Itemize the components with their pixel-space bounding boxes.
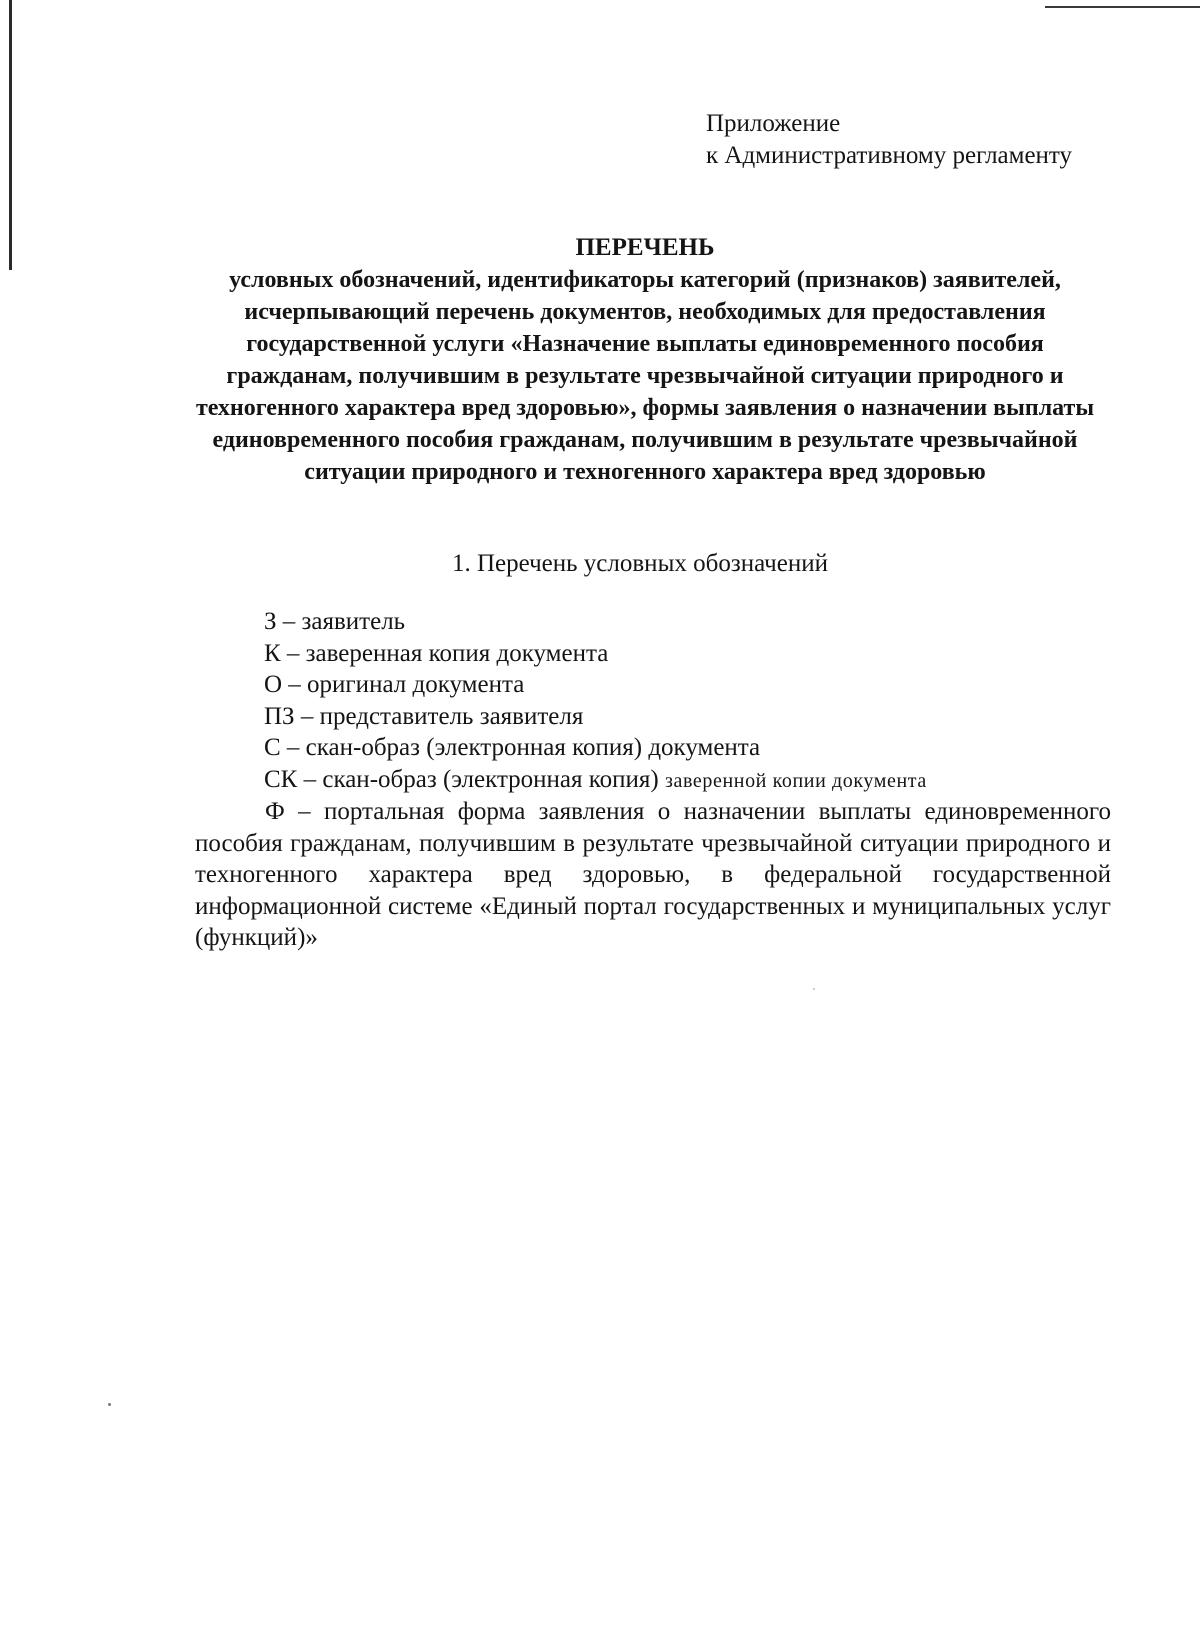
section-1-heading: 1. Перечень условных обозначений	[451, 550, 828, 577]
legend-item-scan: С – скан-образ (электронная копия) документа	[264, 734, 761, 761]
legend-item-scan-certified	[264, 764, 927, 798]
scan-speck	[108, 1403, 111, 1406]
legend-list	[264, 606, 927, 797]
title-subtitle: условных обозначений, идентификаторы категорий (признаков) заявителей, исчерпывающий перечень документов, необходимых для предоставления государственной услуги «Назначение выплаты единовременного пособия гражданам, получившим в результате чрезвычайной ситуации природного и техногенного характера вред здоровью», формы заявления о назначении выплаты единовременного пособия гражданам, получившим в результате чрезвычайной ситуации природного и техногенного характера вред здоровью	[195, 267, 1095, 485]
legend-item-portal-form: Ф – портальная форма заявления о назначении выплаты единовременного пособия гражданам, получившим в результате чрезвычайной ситуации природного и техногенного характера вред здоровью, в федеральной государственной информационной системе «Единый портал государственных и муниципальных услуг (функций)»	[195, 798, 1111, 951]
appendix-note	[706, 108, 1072, 172]
legend-item-representative: ПЗ – представитель заявителя	[264, 702, 584, 730]
document-title	[195, 232, 1095, 488]
appendix-line-1: Приложение	[706, 110, 841, 137]
legend-item-certified-copy: К – заверенная копия документа	[264, 639, 609, 667]
scan-speck	[813, 988, 815, 990]
scan-edge-left	[9, 0, 12, 270]
title-main: ПЕРЕЧЕНЬ	[575, 234, 715, 261]
legend-item-scan-certified-end: заверенной копии документа	[665, 769, 927, 792]
legend-item-applicant: З – заявитель	[264, 608, 406, 635]
legend-item-scan-certified-start: СК – скан-образ (электронная копия)	[264, 765, 659, 793]
appendix-line-2: к Административному регламенту	[706, 142, 1073, 169]
scan-edge-top	[1045, 6, 1200, 8]
legend-item-original: О – оригинал документа	[264, 671, 525, 698]
